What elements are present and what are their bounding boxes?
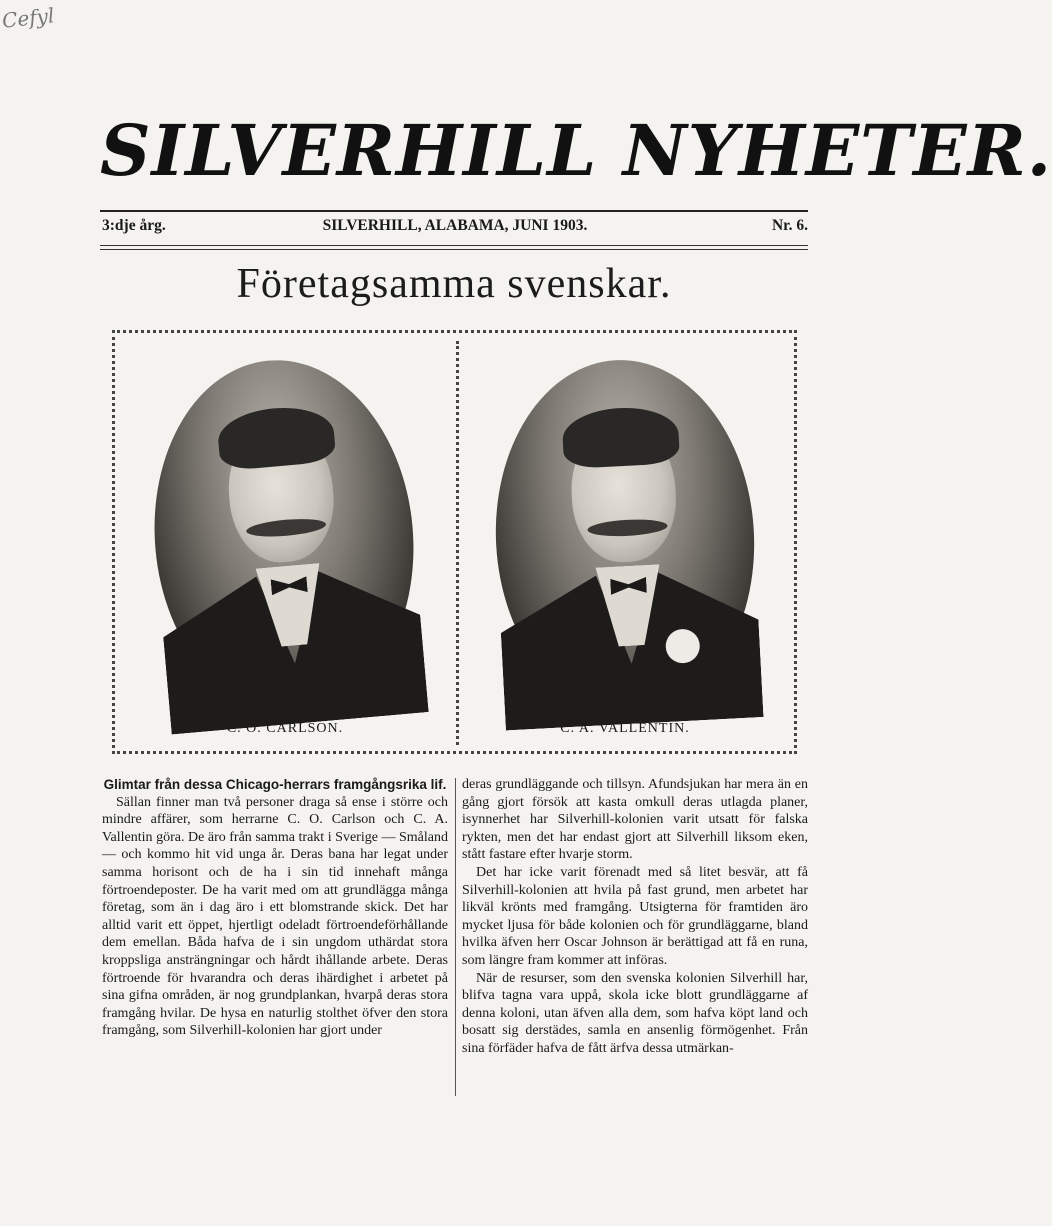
masthead-title: SILVERHILL NYHETER. xyxy=(100,109,1052,192)
volume-label: 3:dje årg. xyxy=(102,217,166,234)
masthead xyxy=(100,92,1052,210)
issue-number: Nr. 6. xyxy=(771,217,808,234)
column-divider xyxy=(455,778,456,1096)
article-subhead: Glimtar från dessa Chicago-herrars framgångsrika lif. xyxy=(103,777,447,792)
article-paragraph: Det har icke varit förenadt med så litet besvär, att få Silverhill-kolonien att hvila på fast grund, men arbetet har likväl krönts med framgång. Utsigterna för framtiden äro mycket ljusa för både kolonien och för grundläggarne, bland hvilka äfven herr Oscar Johnson är berättigad att få en runa, som längre fram kommer att införas. xyxy=(462,864,808,968)
article-column-right xyxy=(462,776,808,1058)
dateline xyxy=(102,217,808,241)
dateline-rule-2 xyxy=(100,249,808,250)
margin-note: Cefyl xyxy=(0,3,56,33)
frame-divider xyxy=(456,341,459,745)
portrait-carlson xyxy=(140,349,428,726)
portrait-frame xyxy=(112,330,797,754)
article-paragraph: När de resurser, som den svenska kolonien Silverhill har, blifva tagna vara uppå, skola icke blott grundläggarne af denna koloni, utan äfven alla dem, som hafva köpt land och bosatt sig derstädes, samla en ansenlig förmögenhet. Från sina förfäder hafva de fått ärfva dessa utmärkan- xyxy=(462,970,808,1056)
caption-carlson: C. O. CARLSON. xyxy=(226,721,344,736)
article-column-left xyxy=(102,776,448,1040)
caption-vallentin: C. A. VALLENTIN. xyxy=(560,721,690,736)
article-paragraph: Sällan finner man två personer draga så ense i större och mindre affärer, som herrarne C. O. Carlson och C. A. Vallentin göra. De äro från samma trakt i Sverige — Småland — och kommo hit vid unga år. Deras bana har legat under samma horisont och de ha i sin tid innehaft många förtroendeposter. De ha varit med om att grundlägga många företag, som än i dag äro i ett blomstrande skick. Det har alltid varit ett öppet, hjertligt odeladt förtroendeförhållande dem emellan. Båda hafva de i sin ungdom uthärdat stora kroppsliga ansträngningar och hårdt ihållande arbete. Deras förtroende för hvarandra och deras ihärdighet i arbetet på sina gifna områden, är nog grundplankan, hvarpå deras stora framgång hvilar. De hysa en naturlig stolthet öfver den stora framgång, som Silverhill-kolonien har gjort under xyxy=(102,794,448,1039)
headline: Företagsamma svenskar. xyxy=(236,261,672,307)
masthead-rule-top xyxy=(100,210,808,212)
article-paragraph: deras grundläggande och tillsyn. Afundsjukan har mera än en gång gjort försök att kasta omkull deras utlagda planer, isynnerhet har Silverhill-kolonien varit utsatt för falska rykten, men det har endast gjort att Silverhill liksom eken, stått fastare efter hvarje storm. xyxy=(462,777,808,863)
dateline-rule-1 xyxy=(100,245,808,246)
place-date: SILVERHILL, ALABAMA, JUNI 1903. xyxy=(322,217,588,234)
portrait-vallentin xyxy=(487,353,763,722)
